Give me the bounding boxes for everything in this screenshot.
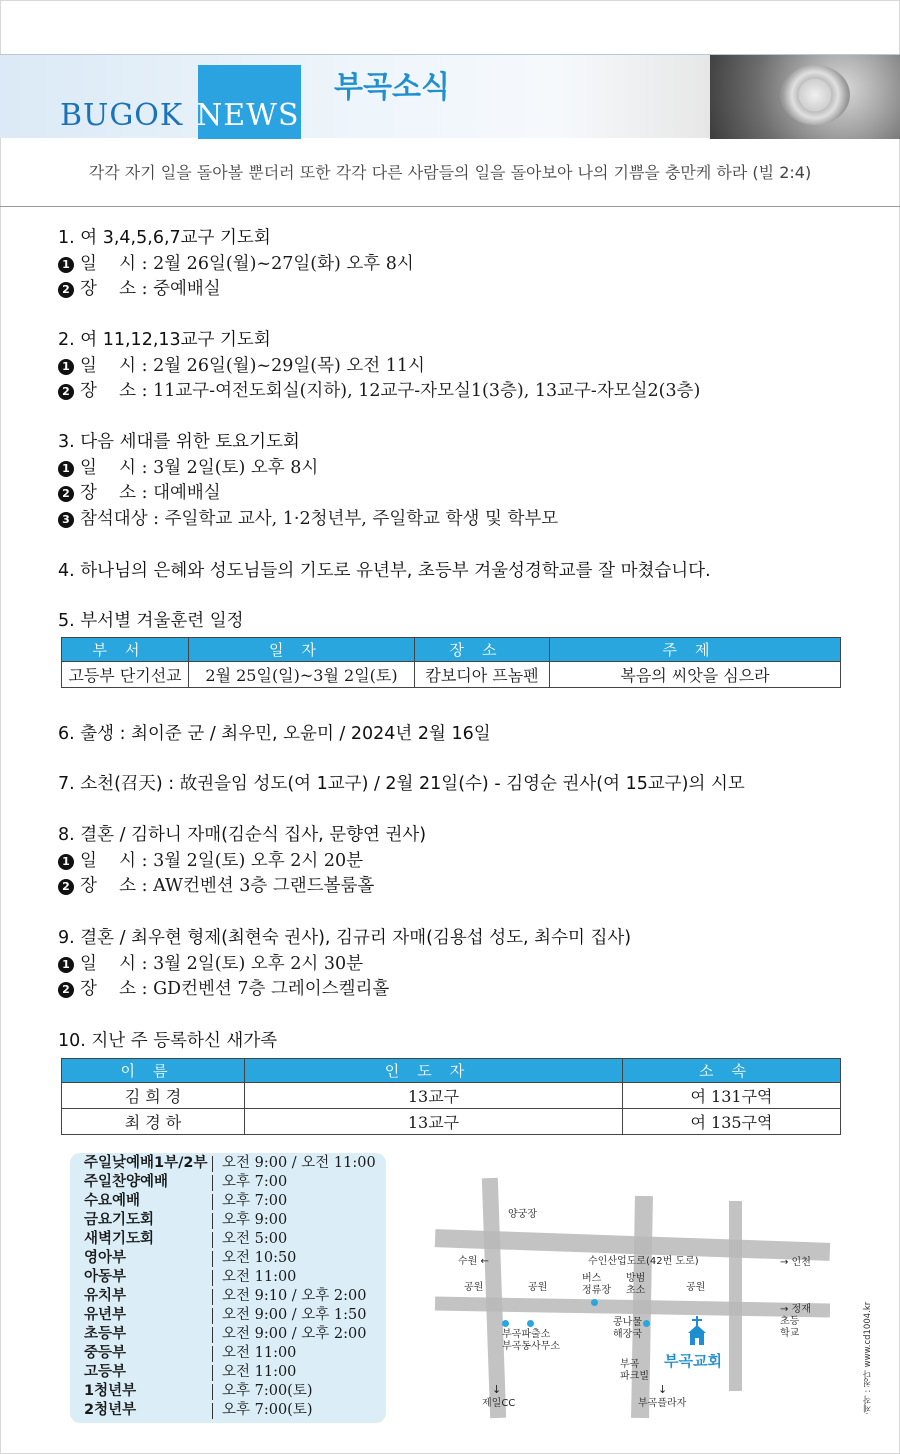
schedule-name: 영아부 — [84, 1250, 127, 1266]
news-item-text: 일 시 : 2월 26일(월)~27일(화) 오후 8시 — [80, 253, 414, 274]
number-badge: 3 — [58, 512, 74, 528]
news-item-title: 8. 결혼 / 김하니 자매(김순식 집사, 문향연 권사) — [58, 825, 427, 845]
schedule-row — [84, 1382, 384, 1401]
arrow-down-icon: ↓ — [492, 1383, 502, 1396]
bible-verse: 각각 자기 일을 돌아볼 뿐더러 또한 각각 다른 사람들의 일을 돌아보아 나의 기쁨을 충만케 하라 (빌 2:4) — [88, 163, 812, 182]
schedule-row — [84, 1306, 384, 1325]
news-item-title: 10. 지난 주 등록하신 새가족 — [58, 1031, 278, 1051]
tree-stump-photo — [710, 55, 900, 139]
schedule-name: 주일낮예배1부/2부 — [84, 1155, 208, 1171]
news-item-line — [58, 277, 414, 303]
table-cell: 복음의 씨앗을 심으라 — [550, 662, 841, 688]
news-item-title: 9. 결혼 / 최우현 형제(최현숙 권사), 김규리 자매(김용섭 성도, 최수미 집사) — [58, 928, 632, 948]
number-badge: 2 — [58, 486, 74, 502]
table-header: 일자 — [189, 638, 415, 662]
map-dot — [643, 1320, 650, 1327]
table-header-row — [62, 638, 841, 662]
schedule-row — [84, 1211, 384, 1230]
schedule-time: 오후 9:00 — [222, 1212, 288, 1228]
newcomer-table — [61, 1058, 841, 1135]
table-row — [62, 662, 841, 688]
schedule-name: 금요기도회 — [84, 1212, 155, 1228]
news-item-text: 참석대상 : 주일학교 교사, 1·2청년부, 주일학교 학생 및 학부모 — [80, 508, 559, 529]
table-header: 주제 — [550, 638, 841, 662]
map-label: 공원 — [464, 1282, 484, 1293]
schedule-row — [84, 1325, 384, 1344]
table-header: 소속 — [623, 1059, 841, 1083]
news-item-text: 장 소 : 중예배실 — [80, 279, 221, 299]
arrow-down-icon: ↓ — [658, 1383, 668, 1396]
table-row — [62, 1109, 841, 1135]
schedule-name: 주일찬양예배 — [84, 1174, 169, 1190]
schedule-time: 오전 9:10 / 오후 2:00 — [222, 1288, 367, 1304]
news-item-text: 장 소 : AW컨벤션 3층 그랜드볼룸홀 — [80, 876, 375, 896]
schedule-time: 오전 9:00 / 오후 1:50 — [222, 1307, 367, 1323]
news-item-line — [58, 481, 558, 507]
schedule-time: 오전 11:00 — [222, 1345, 297, 1361]
logo-news-text: NEWS — [196, 98, 300, 133]
map-credit: ·제작 : 청다 www.cd1004.kr — [863, 1301, 873, 1415]
news-item-title: 1. 여 3,4,5,6,7교구 기도회 — [58, 228, 271, 248]
news-item-1 — [58, 226, 414, 303]
map-label: 콩나물 해장국 — [613, 1317, 642, 1340]
news-item-text: 장 소 : GD컨벤션 7층 그레이스켈리홀 — [80, 979, 390, 999]
map-label: 제일CC — [482, 1398, 516, 1409]
number-badge: 1 — [58, 957, 74, 973]
divider — [0, 206, 900, 207]
schedule-name: 고등부 — [84, 1364, 127, 1380]
church-icon — [686, 1316, 708, 1346]
map-road — [729, 1201, 742, 1391]
number-badge: 2 — [58, 879, 74, 895]
schedule-row — [84, 1363, 384, 1382]
schedule-time: 오후 7:00(토) — [222, 1383, 313, 1399]
map-label: → 정재 초등 학교 — [780, 1304, 811, 1339]
schedule-time: 오전 5:00 — [222, 1231, 288, 1247]
logo-bugok: BUGOK — [60, 98, 184, 133]
schedule-name: 유치부 — [84, 1288, 127, 1304]
map-road — [631, 1196, 653, 1418]
number-badge: 1 — [58, 359, 74, 375]
church-map — [420, 1176, 840, 1426]
news-item-line — [58, 379, 700, 405]
news-item-line — [58, 354, 700, 380]
schedule-row — [84, 1230, 384, 1249]
schedule-row — [84, 1192, 384, 1211]
schedule-time: 오후 7:00 — [222, 1193, 288, 1209]
news-item-text: 일 시 : 2월 26일(월)~29일(목) 오전 11시 — [80, 355, 425, 376]
schedule-row — [84, 1401, 384, 1420]
table-header: 장소 — [415, 638, 550, 662]
news-item-title: 4. 하나님의 은혜와 성도님들의 기도로 유년부, 초등부 겨울성경학교를 잘 마쳤습니다. — [58, 561, 711, 581]
schedule-name: 중등부 — [84, 1345, 127, 1361]
map-label: 방범 초소 — [626, 1273, 646, 1296]
news-item-title: 3. 다음 세대를 위한 토요기도회 — [58, 432, 300, 452]
map-label: 공원 — [686, 1282, 706, 1293]
news-item-line — [58, 977, 631, 1003]
map-label: → 인천 — [780, 1257, 811, 1268]
table-cell: 최 경 하 — [62, 1109, 245, 1135]
number-badge: 1 — [58, 854, 74, 870]
bus-stop-dot — [591, 1299, 598, 1306]
number-badge: 2 — [58, 982, 74, 998]
table-cell: 여 135구역 — [623, 1109, 841, 1135]
news-item-text: 장 소 : 대예배실 — [80, 483, 221, 503]
news-item-line — [58, 849, 426, 875]
number-badge: 2 — [58, 282, 74, 298]
table-cell: 김 희 경 — [62, 1083, 245, 1109]
table-header-row — [62, 1059, 841, 1083]
map-label: 부곡 파크빌 — [620, 1359, 649, 1382]
table-row — [62, 1083, 841, 1109]
news-item-7 — [58, 772, 745, 798]
map-dot — [502, 1320, 509, 1327]
schedule-name: 1청년부 — [84, 1383, 137, 1399]
schedule-name: 수요예배 — [84, 1193, 141, 1209]
table-cell: 13교구 — [245, 1109, 623, 1135]
training-table — [61, 637, 841, 688]
schedule-time: 오전 11:00 — [222, 1364, 297, 1380]
schedule-name: 아동부 — [84, 1269, 127, 1285]
table-cell: 여 131구역 — [623, 1083, 841, 1109]
news-item-line — [58, 456, 558, 482]
table-header: 인도자 — [245, 1059, 623, 1083]
news-item-title: 6. 출생 : 최이준 군 / 최우민, 오윤미 / 2024년 2월 16일 — [58, 724, 491, 744]
news-item-4 — [58, 559, 711, 585]
schedule-row — [84, 1173, 384, 1192]
schedule-row — [84, 1154, 384, 1173]
news-item-2 — [58, 328, 700, 405]
number-badge: 2 — [58, 384, 74, 400]
worship-schedule — [70, 1153, 386, 1423]
schedule-time: 오전 9:00 / 오전 11:00 — [222, 1155, 376, 1171]
schedule-time: 오전 11:00 — [222, 1269, 297, 1285]
news-item-line — [58, 952, 631, 978]
number-badge: 1 — [58, 461, 74, 477]
table-cell: 2월 25일(일)~3월 2일(토) — [189, 662, 415, 688]
map-label: 공원 — [528, 1282, 548, 1293]
table-cell: 13교구 — [245, 1083, 623, 1109]
news-item-5 — [58, 609, 244, 635]
news-item-3 — [58, 430, 558, 532]
news-item-title: 7. 소천(召天) : 故권을임 성도(여 1교구) / 2월 21일(수) - 김영순 권사(여 15교구)의 시모 — [58, 774, 745, 794]
news-item-text: 일 시 : 3월 2일(토) 오후 2시 20분 — [80, 850, 363, 871]
news-item-text: 장 소 : 11교구-여전도회실(지하), 12교구-자모실1(3층), 13교구-자모실2(3층) — [80, 381, 701, 401]
map-label: 버스 정류장 — [582, 1273, 611, 1296]
news-item-line — [58, 507, 558, 533]
table-header: 부서 — [62, 638, 189, 662]
schedule-name: 2청년부 — [84, 1402, 137, 1418]
church-label: 부곡교회 — [664, 1352, 722, 1370]
schedule-row — [84, 1249, 384, 1268]
schedule-time: 오전 9:00 / 오후 2:00 — [222, 1326, 367, 1342]
news-item-10 — [58, 1029, 277, 1055]
number-badge: 1 — [58, 257, 74, 273]
schedule-time: 오후 7:00 — [222, 1174, 288, 1190]
news-item-text: 일 시 : 3월 2일(토) 오후 8시 — [80, 457, 319, 478]
news-item-8 — [58, 823, 426, 900]
page-title: 부곡소식 — [334, 70, 450, 105]
map-label: 양궁장 — [508, 1209, 537, 1220]
schedule-name: 유년부 — [84, 1307, 127, 1323]
table-header: 이름 — [62, 1059, 245, 1083]
news-item-text: 일 시 : 3월 2일(토) 오후 2시 30분 — [80, 953, 363, 974]
map-dot — [527, 1320, 534, 1327]
schedule-row — [84, 1287, 384, 1306]
map-label: 부곡파출소 부곡동사무소 — [502, 1329, 560, 1352]
map-label: 부곡플라자 — [638, 1398, 687, 1409]
table-cell: 고등부 단기선교 — [62, 662, 189, 688]
schedule-time: 오후 7:00(토) — [222, 1402, 313, 1418]
schedule-row — [84, 1344, 384, 1363]
news-item-6 — [58, 722, 491, 748]
news-item-9 — [58, 926, 631, 1003]
map-label: 수원 ← — [458, 1256, 489, 1267]
schedule-name: 초등부 — [84, 1326, 127, 1342]
table-cell: 캄보디아 프놈펜 — [415, 662, 550, 688]
news-item-title: 2. 여 11,12,13교구 기도회 — [58, 330, 271, 350]
news-item-line — [58, 252, 414, 278]
map-label: 수인산업도로(42번 도로) — [588, 1256, 699, 1267]
schedule-time: 오전 10:50 — [222, 1250, 297, 1266]
news-item-title: 5. 부서별 겨울훈련 일정 — [58, 611, 244, 631]
news-item-line — [58, 874, 426, 900]
logo-news — [196, 98, 300, 133]
schedule-name: 새벽기도회 — [84, 1231, 155, 1247]
schedule-row — [84, 1268, 384, 1287]
